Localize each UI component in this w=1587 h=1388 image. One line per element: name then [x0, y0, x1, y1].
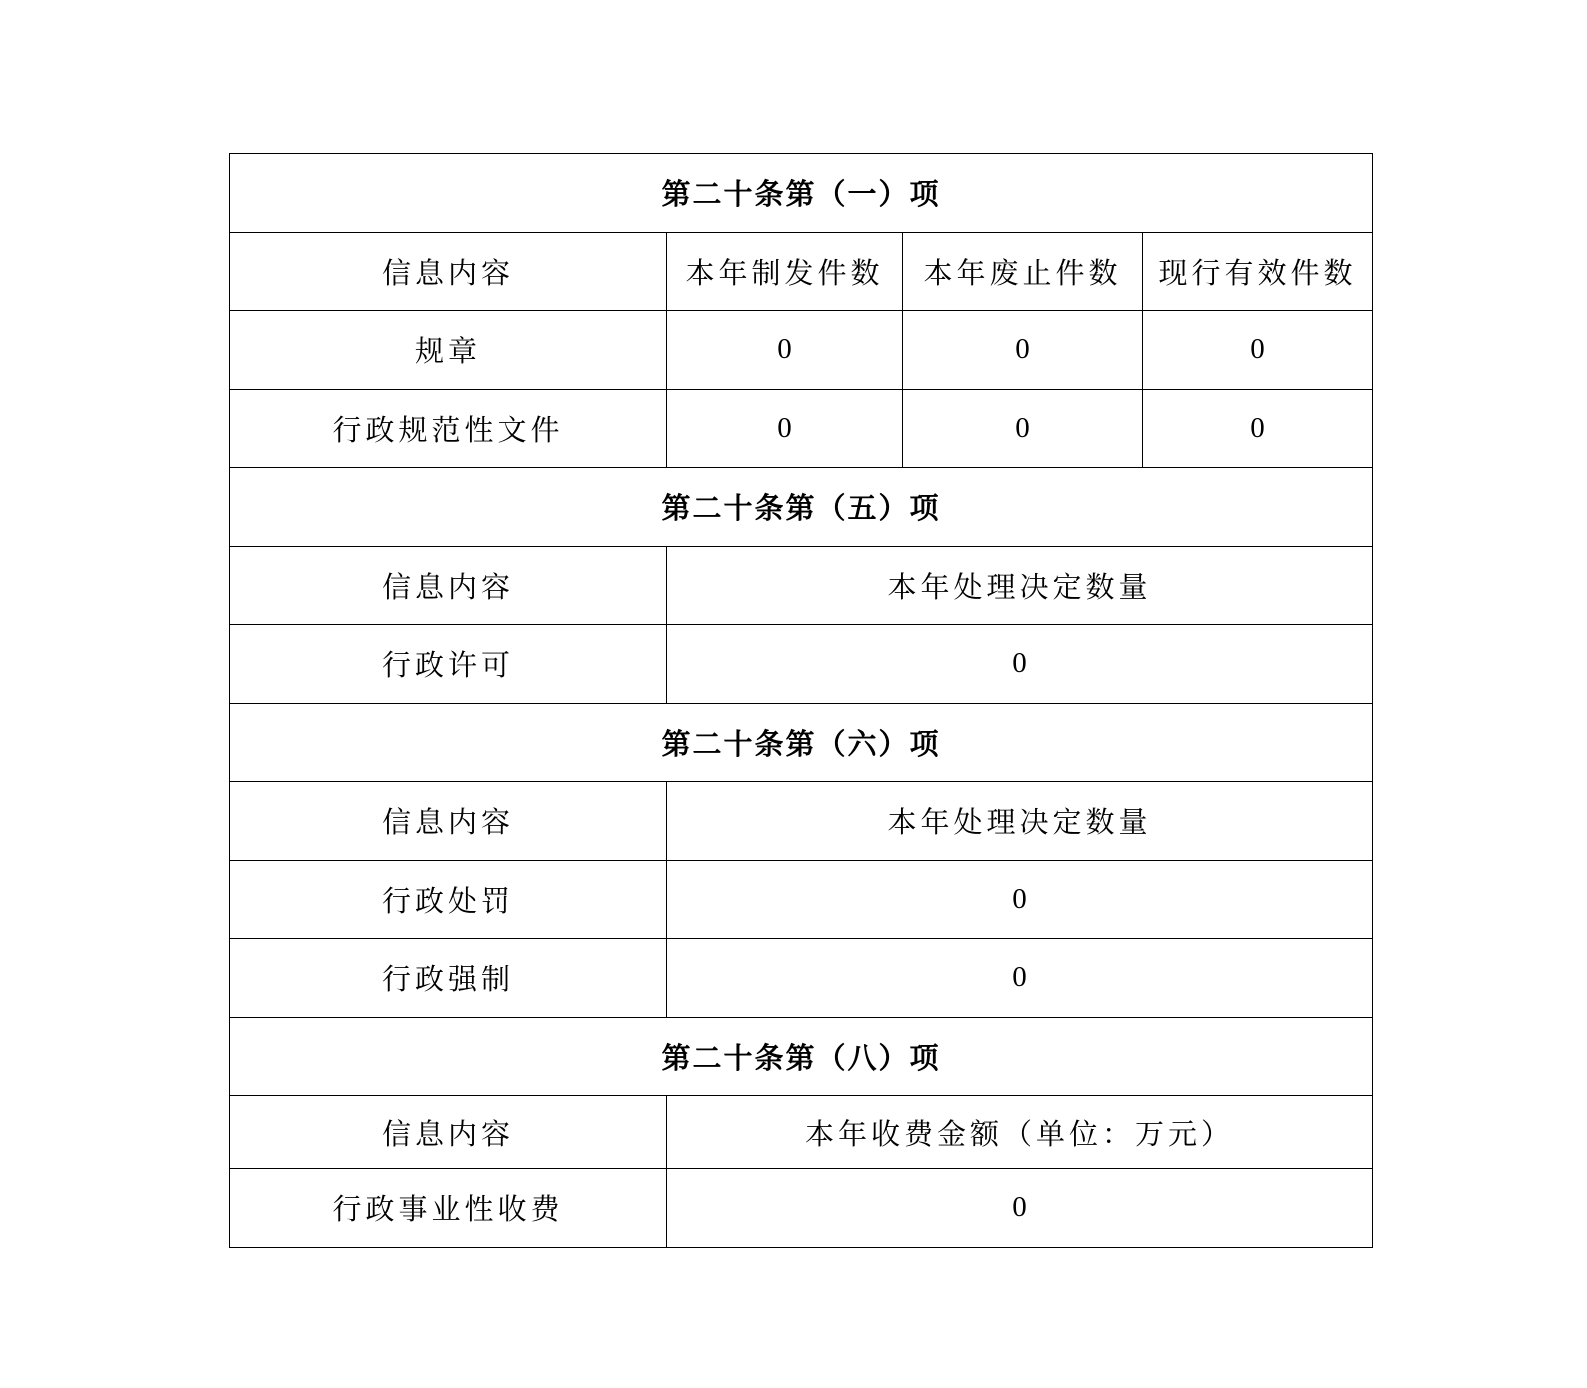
row-label: 行政事业性收费 — [230, 1169, 667, 1248]
header-cell: 本年处理决定数量 — [667, 546, 1373, 625]
section-title-row — [230, 1017, 1373, 1096]
value-cell: 0 — [903, 311, 1143, 390]
table-row — [230, 389, 1373, 468]
section-title: 第二十条第（一）项 — [230, 154, 1373, 233]
section-title-row — [230, 154, 1373, 233]
header-cell: 本年废止件数 — [903, 232, 1143, 311]
header-cell: 信息内容 — [230, 546, 667, 625]
value-cell: 0 — [667, 625, 1373, 704]
header-cell: 现行有效件数 — [1143, 232, 1373, 311]
header-cell: 信息内容 — [230, 1096, 667, 1169]
header-row — [230, 782, 1373, 861]
row-label: 行政许可 — [230, 625, 667, 704]
disclosure-table — [229, 153, 1373, 1248]
row-label: 行政处罚 — [230, 860, 667, 939]
section-title: 第二十条第（八）项 — [230, 1017, 1373, 1096]
row-label: 行政规范性文件 — [230, 389, 667, 468]
header-cell: 本年收费金额（单位：万元） — [667, 1096, 1373, 1169]
value-cell: 0 — [667, 311, 903, 390]
header-cell: 信息内容 — [230, 232, 667, 311]
section-title: 第二十条第（六）项 — [230, 703, 1373, 782]
table-row — [230, 1169, 1373, 1248]
value-cell: 0 — [1143, 311, 1373, 390]
header-cell: 本年制发件数 — [667, 232, 903, 311]
table-row — [230, 625, 1373, 704]
table-row — [230, 939, 1373, 1018]
section-title-row — [230, 703, 1373, 782]
section-title: 第二十条第（五）项 — [230, 468, 1373, 547]
value-cell: 0 — [667, 860, 1373, 939]
header-cell: 本年处理决定数量 — [667, 782, 1373, 861]
row-label: 行政强制 — [230, 939, 667, 1018]
value-cell: 0 — [667, 1169, 1373, 1248]
table-row — [230, 311, 1373, 390]
header-row — [230, 546, 1373, 625]
header-cell: 信息内容 — [230, 782, 667, 861]
header-row — [230, 232, 1373, 311]
value-cell: 0 — [903, 389, 1143, 468]
value-cell: 0 — [667, 939, 1373, 1018]
row-label: 规章 — [230, 311, 667, 390]
table-row — [230, 860, 1373, 939]
header-row — [230, 1096, 1373, 1169]
section-title-row — [230, 468, 1373, 547]
value-cell: 0 — [667, 389, 903, 468]
value-cell: 0 — [1143, 389, 1373, 468]
